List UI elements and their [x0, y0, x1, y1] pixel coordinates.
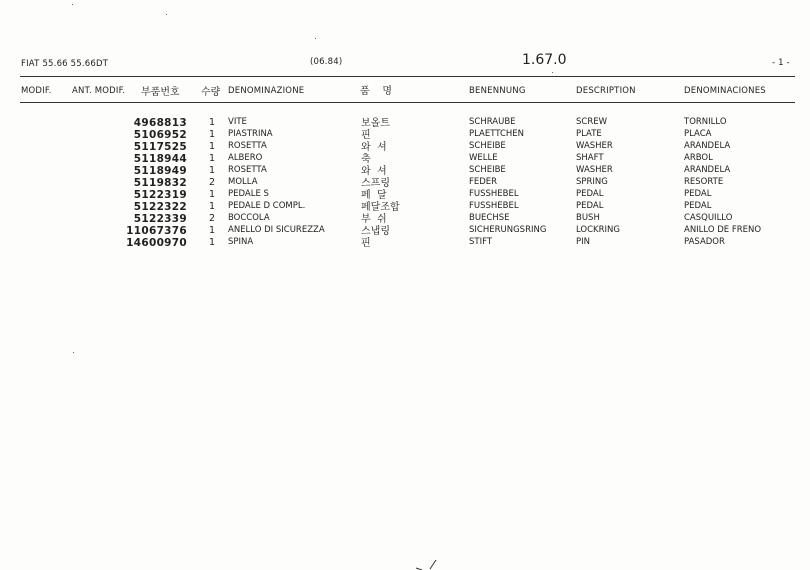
quantity: 2	[208, 177, 216, 188]
quantity: 1	[208, 225, 216, 236]
name-en: SPRING	[576, 177, 608, 187]
table-row	[0, 213, 810, 225]
pen-mark	[410, 556, 440, 570]
quantity: 1	[208, 165, 216, 176]
col-part-number: 부품번호	[141, 87, 180, 98]
name-ko: 핀	[361, 238, 371, 249]
part-number: 11067376	[126, 225, 187, 237]
part-number: 5122339	[133, 213, 187, 225]
name-it: MOLLA	[228, 177, 258, 187]
name-en: PEDAL	[576, 189, 604, 199]
part-number: 14600970	[126, 237, 187, 249]
name-ko: 와 셔	[361, 142, 387, 153]
name-ko: 스프링	[361, 178, 390, 189]
col-denominazione: DENOMINAZIONE	[228, 86, 305, 96]
name-ko: 와 셔	[361, 166, 387, 177]
scan-speck	[315, 38, 316, 39]
name-es: CASQUILLO	[684, 213, 733, 223]
name-ko: 부 쉬	[361, 214, 387, 225]
table-row	[0, 153, 810, 165]
name-it: PIASTRINA	[228, 129, 273, 139]
part-number: 5122322	[133, 201, 187, 213]
name-ko: 페달조합	[361, 202, 400, 213]
col-benennung: BENENNUNG	[469, 86, 526, 96]
name-es: RESORTE	[684, 177, 724, 187]
col-korean-name: 품 명	[360, 86, 393, 97]
name-en: WASHER	[576, 165, 613, 175]
name-de: SCHRAUBE	[469, 117, 516, 127]
col-ant-modif: ANT. MODIF.	[72, 86, 126, 96]
part-number: 5118949	[133, 165, 187, 177]
name-it: ANELLO DI SICUREZZA	[228, 225, 325, 235]
table-row	[0, 165, 810, 177]
table-row	[0, 201, 810, 213]
quantity: 2	[208, 213, 216, 224]
catalog-date: (06.84)	[310, 57, 343, 67]
name-de: STIFT	[469, 237, 493, 247]
scan-speck	[552, 72, 553, 73]
part-number: 5118944	[133, 153, 187, 165]
name-en: BUSH	[576, 213, 600, 223]
col-quantity: 수량	[201, 87, 221, 98]
name-it: ALBERO	[228, 153, 263, 163]
name-de: SCHEIBE	[469, 141, 506, 151]
quantity: 1	[208, 189, 216, 200]
name-it: SPINA	[228, 237, 254, 247]
part-number: 4968813	[133, 117, 187, 129]
col-modif: MODIF.	[21, 86, 52, 96]
name-it: ROSETTA	[228, 141, 267, 151]
name-de: SICHERUNGSRING	[469, 225, 547, 235]
model-name: FIAT 55.66 55.66DT	[21, 59, 109, 69]
name-it: PEDALE D COMPL.	[228, 201, 306, 211]
name-es: ARANDELA	[684, 165, 731, 175]
name-de: PLAETTCHEN	[469, 129, 525, 139]
page-number: - 1 -	[772, 58, 790, 68]
name-it: BOCCOLA	[228, 213, 270, 223]
name-en: LOCKRING	[576, 225, 620, 235]
quantity: 1	[208, 141, 216, 152]
name-en: PIN	[576, 237, 590, 247]
name-es: PEDAL	[684, 201, 712, 211]
scan-speck	[72, 4, 73, 5]
name-es: ARBOL	[684, 153, 713, 163]
name-en: WASHER	[576, 141, 613, 151]
name-ko: 핀	[361, 130, 371, 141]
name-ko: 보올트	[361, 118, 390, 129]
name-de: WELLE	[469, 153, 498, 163]
table-row	[0, 237, 810, 249]
name-it: PEDALE S	[228, 189, 269, 199]
section-number: 1.67.0	[522, 52, 567, 68]
part-number: 5119832	[133, 177, 187, 189]
table-row	[0, 225, 810, 237]
name-ko: 축	[361, 154, 371, 165]
quantity: 1	[208, 237, 216, 248]
table-row	[0, 189, 810, 201]
table-row	[0, 117, 810, 129]
name-ko: 스냅링	[361, 226, 390, 237]
name-de: BUECHSE	[469, 213, 510, 223]
quantity: 1	[208, 117, 216, 128]
name-es: ANILLO DE FRENO	[684, 225, 762, 235]
col-denominaciones: DENOMINACIONES	[684, 86, 766, 96]
name-es: PLACA	[684, 129, 712, 139]
table-row	[0, 129, 810, 141]
name-it: ROSETTA	[228, 165, 267, 175]
scan-speck	[166, 14, 167, 15]
name-de: SCHEIBE	[469, 165, 506, 175]
part-number: 5117525	[133, 141, 187, 153]
name-es: PASADOR	[684, 237, 725, 247]
name-es: PEDAL	[684, 189, 712, 199]
header-top-rule	[20, 76, 795, 77]
quantity: 1	[208, 153, 216, 164]
name-es: ARANDELA	[684, 141, 731, 151]
name-en: PEDAL	[576, 201, 604, 211]
name-en: SCREW	[576, 117, 608, 127]
header-bottom-rule	[20, 102, 795, 103]
table-row	[0, 141, 810, 153]
part-number: 5122319	[133, 189, 187, 201]
quantity: 1	[208, 201, 216, 212]
scan-speck	[73, 352, 74, 353]
quantity: 1	[208, 129, 216, 140]
name-de: FUSSHEBEL	[469, 189, 519, 199]
col-description: DESCRIPTION	[576, 86, 636, 96]
name-de: FEDER	[469, 177, 498, 187]
name-es: TORNILLO	[684, 117, 727, 127]
table-row	[0, 177, 810, 189]
name-en: SHAFT	[576, 153, 604, 163]
part-number: 5106952	[133, 129, 187, 141]
name-de: FUSSHEBEL	[469, 201, 519, 211]
name-ko: 페 달	[361, 190, 387, 201]
name-it: VITE	[228, 117, 247, 127]
name-en: PLATE	[576, 129, 602, 139]
